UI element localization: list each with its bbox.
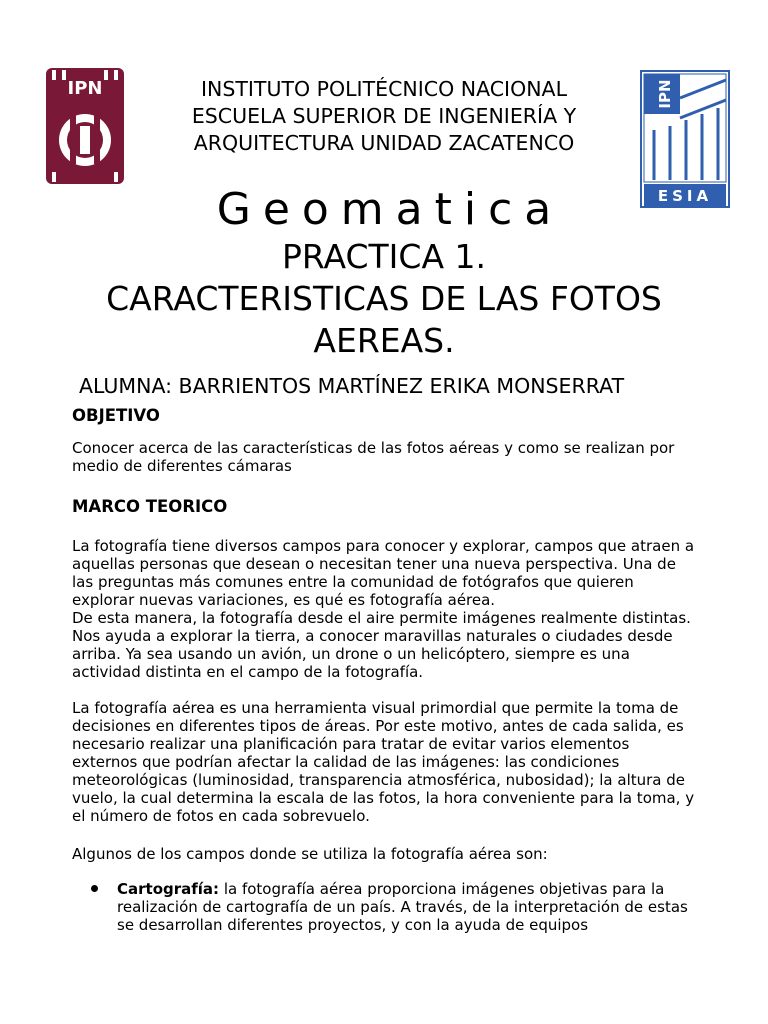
institution-header — [140, 76, 628, 157]
practice-title-line: CARACTERISTICAS DE LAS FOTOS — [106, 279, 662, 318]
bullet-icon — [91, 885, 98, 892]
text-line: La fotografía tiene diversos campos para conocer y explorar, campos que atraen a — [72, 537, 695, 555]
text-line: decisiones en diferentes tipos de áreas. Por este motivo, antes de cada salida, es — [72, 717, 684, 735]
text-line: el número de fotos en cada sobrevuelo. — [72, 807, 370, 825]
subject-title: Geomatica — [216, 184, 564, 235]
text-line: arriba. Ya sea usando un avión, un drone o un helicóptero, siempre es una — [72, 645, 630, 663]
student-name: ALUMNA: BARRIENTOS MARTÍNEZ ERIKA MONSERRAT — [79, 374, 625, 398]
text-line: se desarrollan diferentes proyectos, y con la ayuda de equipos — [117, 916, 589, 934]
theory-paragraph-1 — [72, 537, 712, 681]
text-line: necesario realizar una planificación para tratar de evitar varios elementos — [72, 735, 630, 753]
esia-logo-bottom-text: ESIA — [657, 187, 713, 205]
bullet-item-cartografia — [117, 880, 717, 934]
institution-line: ESCUELA SUPERIOR DE INGENIERÍA Y — [191, 104, 577, 128]
ipn-logo — [40, 62, 130, 190]
bullet-first-line: la fotografía aérea proporciona imágenes objetivas para la — [219, 880, 665, 898]
text-line: Conocer acerca de las características de las fotos aéreas y como se realizan por — [72, 439, 675, 457]
text-line: externos que podrían afectar la calidad de las imágenes: las condiciones — [72, 753, 620, 771]
text-line: Nos ayuda a explorar la tierra, a conocer maravillas naturales o ciudades desde — [72, 627, 673, 645]
ipn-logo-text: IPN — [67, 78, 103, 99]
bullet-term: Cartografía: — [117, 880, 220, 898]
esia-logo-top-text: IPN — [656, 79, 674, 109]
text-line: las preguntas más comunes entre la comunidad de fotógrafos que quieren — [72, 573, 634, 591]
practice-title-line: AEREAS. — [313, 321, 455, 360]
text-line: vuelo, la cual determina la escala de las fotos, la hora conveniente para la toma, y — [72, 789, 695, 807]
institution-line: ARQUITECTURA UNIDAD ZACATENCO — [193, 131, 575, 155]
objective-text — [72, 439, 712, 475]
practice-title — [40, 236, 728, 362]
theory-paragraph-2 — [72, 699, 712, 825]
theory-paragraph-3 — [72, 845, 712, 863]
theory-heading: MARCO TEORICO — [72, 497, 228, 516]
practice-title-line: PRACTICA 1. — [281, 237, 486, 276]
text-line: realización de cartografía de un país. A través, de la interpretación de estas — [117, 898, 688, 916]
text-line: Algunos de los campos donde se utiliza la fotografía aérea son: — [72, 845, 548, 863]
text-line: La fotografía aérea es una herramienta visual primordial que permite la toma de — [72, 699, 679, 717]
text-line: actividad distinta en el campo de la fotografía. — [72, 663, 424, 681]
text-line: De esta manera, la fotografía desde el aire permite imágenes realmente distintas. — [72, 609, 691, 627]
institution-line: INSTITUTO POLITÉCNICO NACIONAL — [200, 77, 568, 101]
text-line: meteorológicas (luminosidad, transparencia atmosférica, nubosidad); la altura de — [72, 771, 686, 789]
objective-heading: OBJETIVO — [72, 406, 160, 425]
text-line: medio de diferentes cámaras — [72, 457, 292, 475]
text-line: aquellas personas que desean o necesitan tener una nueva perspectiva. Una de — [72, 555, 676, 573]
text-line: explorar nuevas variaciones, es qué es fotografía aérea. — [72, 591, 496, 609]
